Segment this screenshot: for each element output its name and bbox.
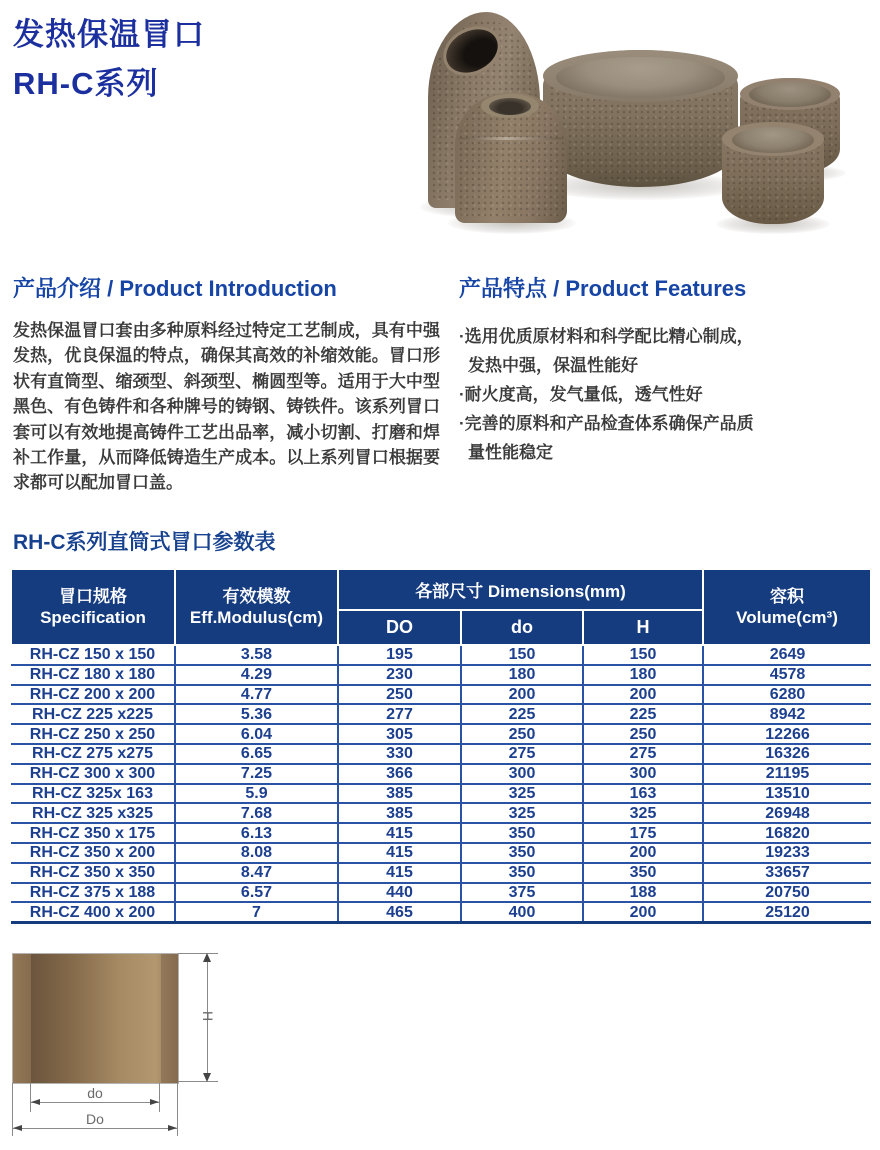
cell-DO: 440 bbox=[338, 883, 461, 903]
cell-modulus: 6.13 bbox=[175, 823, 338, 843]
cell-do: 150 bbox=[461, 645, 583, 665]
cell-volume: 33657 bbox=[703, 863, 871, 883]
cell-do: 325 bbox=[461, 784, 583, 804]
cell-H: 275 bbox=[583, 744, 703, 764]
cell-spec: RH-CZ 325x 163 bbox=[11, 784, 175, 804]
sleeve-wall-left bbox=[13, 954, 31, 1083]
riser-cavity bbox=[749, 82, 831, 107]
cell-spec: RH-CZ 350 x 175 bbox=[11, 823, 175, 843]
cell-modulus: 8.08 bbox=[175, 843, 338, 863]
cell-DO: 366 bbox=[338, 764, 461, 784]
riser-table-body bbox=[11, 645, 871, 923]
cell-H: 200 bbox=[583, 685, 703, 705]
features-list bbox=[459, 322, 761, 467]
cell-modulus: 7.68 bbox=[175, 803, 338, 823]
cell-volume: 4578 bbox=[703, 665, 871, 685]
extension-line bbox=[178, 1081, 218, 1082]
cell-volume: 12266 bbox=[703, 724, 871, 744]
table-row bbox=[11, 843, 871, 863]
cell-do: 300 bbox=[461, 764, 583, 784]
cell-volume: 21195 bbox=[703, 764, 871, 784]
cell-DO: 330 bbox=[338, 744, 461, 764]
features-heading: 产品特点 / Product Features bbox=[459, 276, 747, 301]
table-row bbox=[11, 645, 871, 665]
table-row bbox=[11, 744, 871, 764]
cell-H: 200 bbox=[583, 902, 703, 922]
arrowhead-down bbox=[203, 1073, 211, 1082]
cell-spec: RH-CZ 300 x 300 bbox=[11, 764, 175, 784]
cell-modulus: 3.58 bbox=[175, 645, 338, 665]
table-title: RH-C系列直筒式冒口参数表 bbox=[13, 531, 276, 554]
cell-volume: 19233 bbox=[703, 843, 871, 863]
arrowhead-up bbox=[203, 953, 211, 962]
col-header-volume: 容积 Volume(cm³) bbox=[703, 569, 871, 645]
extension-line bbox=[178, 953, 218, 954]
cell-DO: 250 bbox=[338, 685, 461, 705]
cell-volume: 25120 bbox=[703, 902, 871, 922]
label-do: do bbox=[87, 1085, 103, 1101]
cell-modulus: 8.47 bbox=[175, 863, 338, 883]
cell-DO: 385 bbox=[338, 784, 461, 804]
cell-DO: 415 bbox=[338, 863, 461, 883]
page-title-line2: RH-C系列 bbox=[13, 66, 159, 101]
cone-seam-line bbox=[458, 137, 563, 140]
cell-DO: 277 bbox=[338, 704, 461, 724]
cell-H: 163 bbox=[583, 784, 703, 804]
table-row bbox=[11, 665, 871, 685]
cell-do: 250 bbox=[461, 724, 583, 744]
table-row bbox=[11, 883, 871, 903]
cell-DO: 305 bbox=[338, 724, 461, 744]
sleeve-bore bbox=[31, 954, 161, 1083]
riser-opening bbox=[435, 17, 509, 85]
col-header-spec: 冒口规格 Specification bbox=[11, 569, 175, 645]
table-row bbox=[11, 803, 871, 823]
riser-sleeve-cylinder-front bbox=[722, 122, 824, 224]
dimension-line-do bbox=[31, 1102, 159, 1103]
cell-modulus: 4.77 bbox=[175, 685, 338, 705]
cell-do: 325 bbox=[461, 803, 583, 823]
table-row bbox=[11, 863, 871, 883]
cell-DO: 415 bbox=[338, 843, 461, 863]
cell-DO: 415 bbox=[338, 823, 461, 843]
cell-H: 188 bbox=[583, 883, 703, 903]
cell-DO: 230 bbox=[338, 665, 461, 685]
col-header-dimensions: 各部尺寸 Dimensions(mm) bbox=[338, 569, 703, 610]
cell-spec: RH-CZ 400 x 200 bbox=[11, 902, 175, 922]
extension-line bbox=[159, 1083, 160, 1112]
cell-H: 225 bbox=[583, 704, 703, 724]
cell-volume: 16820 bbox=[703, 823, 871, 843]
riser-opening bbox=[489, 98, 531, 115]
cell-H: 300 bbox=[583, 764, 703, 784]
cell-do: 200 bbox=[461, 685, 583, 705]
cell-do: 375 bbox=[461, 883, 583, 903]
cell-modulus: 5.36 bbox=[175, 704, 338, 724]
product-photo bbox=[420, 0, 860, 252]
table-row bbox=[11, 764, 871, 784]
cell-modulus: 6.04 bbox=[175, 724, 338, 744]
feature-item: ·选用优质原材料和科学配比精心制成，发热中强，保温性能好 bbox=[459, 327, 754, 375]
cell-H: 150 bbox=[583, 645, 703, 665]
sleeve-wall-right bbox=[161, 954, 178, 1083]
cell-do: 350 bbox=[461, 823, 583, 843]
cell-volume: 6280 bbox=[703, 685, 871, 705]
label-Do: Do bbox=[86, 1111, 104, 1127]
cell-H: 175 bbox=[583, 823, 703, 843]
cell-do: 400 bbox=[461, 902, 583, 922]
cell-spec: RH-CZ 180 x 180 bbox=[11, 665, 175, 685]
cell-H: 180 bbox=[583, 665, 703, 685]
cell-spec: RH-CZ 225 x225 bbox=[11, 704, 175, 724]
cell-H: 325 bbox=[583, 803, 703, 823]
feature-item: ·耐火度高，发气量低，透气性好 bbox=[459, 385, 703, 404]
table-row bbox=[11, 823, 871, 843]
riser-cavity bbox=[556, 57, 725, 98]
table-row bbox=[11, 724, 871, 744]
col-header-do: do bbox=[461, 610, 583, 645]
label-H: H bbox=[200, 1010, 216, 1022]
cell-volume: 20750 bbox=[703, 883, 871, 903]
cell-H: 350 bbox=[583, 863, 703, 883]
cell-modulus: 7.25 bbox=[175, 764, 338, 784]
cell-spec: RH-CZ 275 x275 bbox=[11, 744, 175, 764]
riser-sleeve-small-cone bbox=[455, 93, 567, 223]
col-header-modulus: 有效模数 Eff.Modulus(cm) bbox=[175, 569, 338, 645]
cell-modulus: 4.29 bbox=[175, 665, 338, 685]
cell-do: 350 bbox=[461, 863, 583, 883]
cell-do: 350 bbox=[461, 843, 583, 863]
parameter-table bbox=[10, 568, 872, 924]
cell-spec: RH-CZ 350 x 200 bbox=[11, 843, 175, 863]
cell-volume: 2649 bbox=[703, 645, 871, 665]
cell-volume: 16326 bbox=[703, 744, 871, 764]
cell-spec: RH-CZ 350 x 350 bbox=[11, 863, 175, 883]
cell-DO: 195 bbox=[338, 645, 461, 665]
riser-sleeve-large-bowl bbox=[543, 50, 738, 187]
cell-H: 200 bbox=[583, 843, 703, 863]
table-row bbox=[11, 685, 871, 705]
col-header-H: H bbox=[583, 610, 703, 645]
cell-volume: 8942 bbox=[703, 704, 871, 724]
col-header-DO: DO bbox=[338, 610, 461, 645]
cell-modulus: 6.65 bbox=[175, 744, 338, 764]
cell-do: 275 bbox=[461, 744, 583, 764]
cell-modulus: 6.57 bbox=[175, 883, 338, 903]
cell-modulus: 5.9 bbox=[175, 784, 338, 804]
intro-paragraph: 发热保温冒口套由多种原料经过特定工艺制成，具有中强发热，优良保温的特点，确保其高效的补缩效能。冒口形状有直筒型、缩颈型、斜颈型、椭圆型等。适用于大中型黑色、有色铸件和各种牌号的铸钢、铸铁件。该系列冒口套可以有效地提高铸件工艺出品率，减小切割、打磨和焊补工作量，从而降低铸造生产成本。以上系列冒口根据要求都可以配加冒口盖。 bbox=[13, 321, 440, 493]
cell-DO: 385 bbox=[338, 803, 461, 823]
cell-spec: RH-CZ 325 x325 bbox=[11, 803, 175, 823]
cell-H: 250 bbox=[583, 724, 703, 744]
cell-spec: RH-CZ 150 x 150 bbox=[11, 645, 175, 665]
page-title bbox=[13, 10, 205, 108]
intro-heading: 产品介绍 / Product Introduction bbox=[13, 276, 337, 301]
dimension-line-Do bbox=[13, 1128, 177, 1129]
cell-modulus: 7 bbox=[175, 902, 338, 922]
cell-do: 180 bbox=[461, 665, 583, 685]
cell-spec: RH-CZ 200 x 200 bbox=[11, 685, 175, 705]
extension-line bbox=[177, 1083, 178, 1136]
table-row bbox=[11, 704, 871, 724]
table-row bbox=[11, 784, 871, 804]
table-header bbox=[11, 569, 871, 645]
riser-cavity bbox=[732, 127, 814, 153]
feature-item: ·完善的原料和产品检查体系确保产品质量性能稳定 bbox=[459, 414, 754, 462]
cell-volume: 13510 bbox=[703, 784, 871, 804]
cell-do: 225 bbox=[461, 704, 583, 724]
cell-volume: 26948 bbox=[703, 803, 871, 823]
cell-spec: RH-CZ 375 x 188 bbox=[11, 883, 175, 903]
cell-DO: 465 bbox=[338, 902, 461, 922]
cell-spec: RH-CZ 250 x 250 bbox=[11, 724, 175, 744]
sleeve-cross-section bbox=[12, 953, 179, 1084]
table-row bbox=[11, 902, 871, 922]
page-title-line1: 发热保温冒口 bbox=[13, 17, 205, 52]
